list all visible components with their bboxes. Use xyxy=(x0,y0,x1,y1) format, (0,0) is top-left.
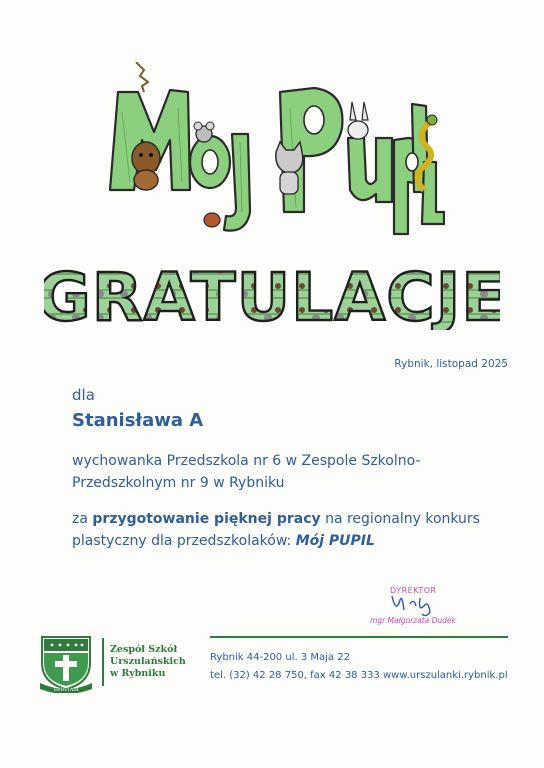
crest-motto: SERVIAM xyxy=(53,687,79,693)
reason-line-2 xyxy=(72,530,512,552)
gratulacje-lettering xyxy=(44,258,500,330)
reason-line2-text: plastyczny dla przedszkolaków: xyxy=(72,533,296,549)
contest-name: Mój PUPIL xyxy=(295,533,375,549)
banner-text: GRATULACJE xyxy=(44,259,500,330)
stamp-role: DYREKTOR xyxy=(390,586,437,595)
school-name-line: Zespół Szkół xyxy=(110,644,178,655)
salutation: dla xyxy=(72,386,95,404)
congratulations-banner xyxy=(44,258,500,330)
recipient-name: Stanisława A xyxy=(72,410,204,431)
stamp-name: mgr Małgorzata Dudek xyxy=(370,616,456,625)
reason-line-1 xyxy=(72,508,512,530)
school-address: Rybnik 44-200 ul. 3 Maja 22 xyxy=(210,652,350,663)
hamster-icon xyxy=(204,213,220,227)
footer-divider xyxy=(102,638,104,686)
footer-rule xyxy=(210,636,508,638)
place-and-date: Rybnik, listopad 2025 xyxy=(394,358,508,370)
description-line: wychowanka Przedszkola nr 6 w Zespole Szkolno- xyxy=(72,453,421,469)
reason-middle: na regionalny konkurs xyxy=(320,511,480,527)
title-artwork xyxy=(100,62,445,252)
school-name xyxy=(110,644,186,680)
lizard-icon xyxy=(136,62,148,92)
director-stamp xyxy=(360,586,480,630)
handwritten-signature xyxy=(388,592,438,618)
recipient-description xyxy=(72,450,492,494)
moj-pupil-drawing xyxy=(100,62,445,252)
crest-icon xyxy=(38,633,94,693)
award-reason xyxy=(72,508,512,552)
school-contact: tel. (32) 42 28 750, fax 42 38 333 www.urszulanki.rybnik.pl xyxy=(210,670,508,681)
description-line: Przedszkolnym nr 9 w Rybniku xyxy=(72,475,285,491)
school-name-line: Urszulańskich xyxy=(110,656,186,667)
school-name-line: w Rybniku xyxy=(110,668,166,679)
dog-icon xyxy=(132,142,160,190)
school-crest xyxy=(38,633,94,693)
mouse-icon xyxy=(194,122,214,142)
reason-highlight: przygotowanie pięknej pracy xyxy=(92,511,321,527)
rabbit-icon xyxy=(348,102,368,139)
reason-prefix: za xyxy=(72,511,93,527)
